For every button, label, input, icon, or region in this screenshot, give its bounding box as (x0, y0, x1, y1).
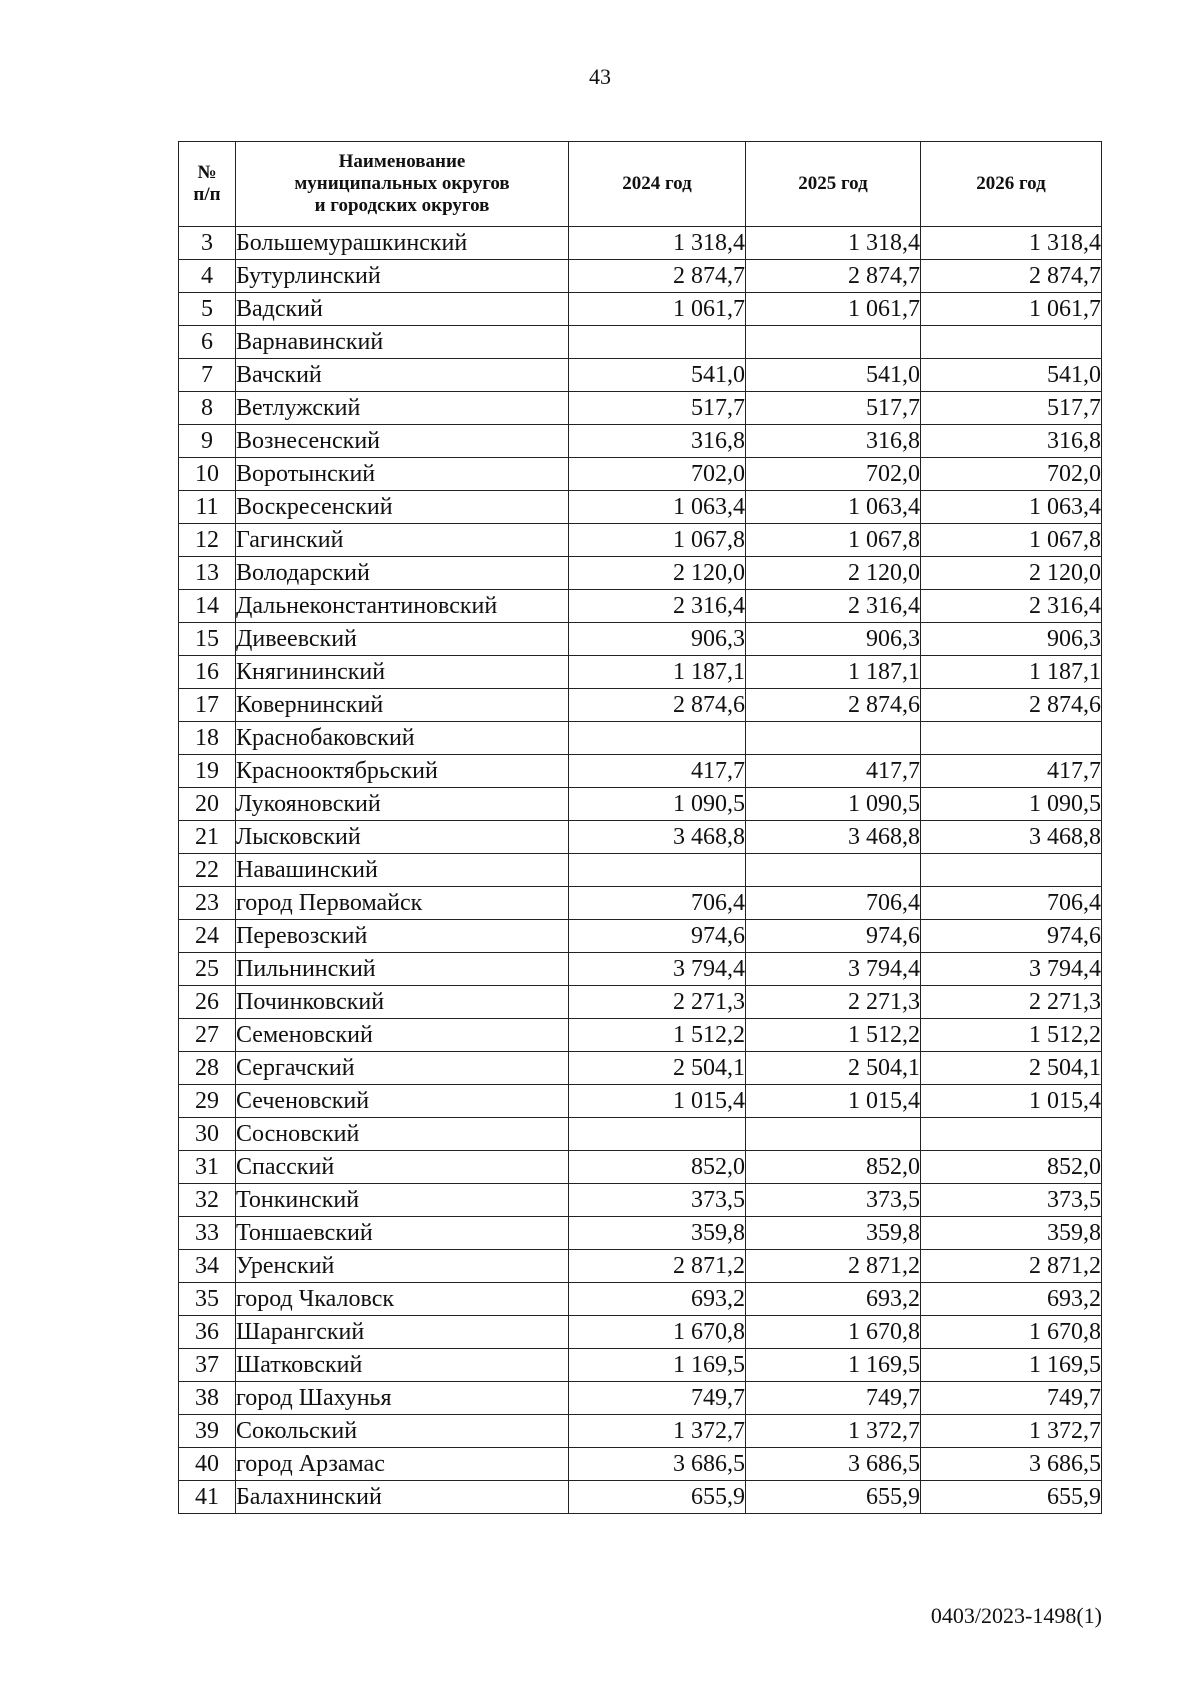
value-2024-cell: 1 063,4 (569, 491, 746, 524)
allocation-table (178, 141, 1102, 1514)
value-2025-cell: 359,8 (746, 1217, 921, 1250)
row-number-cell: 13 (179, 557, 236, 590)
district-name-cell: Тоншаевский (236, 1217, 569, 1250)
district-name-cell: Тонкинский (236, 1184, 569, 1217)
document-code: 0403/2023-1498(1) (930, 1603, 1102, 1628)
table-row (179, 227, 1102, 260)
value-2024-cell: 3 686,5 (569, 1448, 746, 1481)
value-2024-cell (569, 722, 746, 755)
value-2026-cell: 3 468,8 (921, 821, 1102, 854)
value-2024-cell: 1 015,4 (569, 1085, 746, 1118)
row-number-cell: 6 (179, 326, 236, 359)
value-2025-cell: 541,0 (746, 359, 921, 392)
value-2025-cell: 3 468,8 (746, 821, 921, 854)
value-2024-cell: 1 372,7 (569, 1415, 746, 1448)
value-2025-cell: 1 015,4 (746, 1085, 921, 1118)
district-name-cell: Навашинский (236, 854, 569, 887)
table-row (179, 1151, 1102, 1184)
table-row (179, 1250, 1102, 1283)
district-name-cell: Вознесенский (236, 425, 569, 458)
table-row (179, 821, 1102, 854)
row-number-cell: 17 (179, 689, 236, 722)
row-number-cell: 9 (179, 425, 236, 458)
header-2025: 2025 год (746, 142, 921, 227)
district-name-cell: Шарангский (236, 1316, 569, 1349)
value-2024-cell: 3 468,8 (569, 821, 746, 854)
value-2025-cell (746, 326, 921, 359)
value-2026-cell: 1 187,1 (921, 656, 1102, 689)
value-2024-cell: 974,6 (569, 920, 746, 953)
value-2026-cell: 517,7 (921, 392, 1102, 425)
value-2024-cell: 2 874,6 (569, 689, 746, 722)
district-name-cell: Сеченовский (236, 1085, 569, 1118)
value-2024-cell: 2 871,2 (569, 1250, 746, 1283)
value-2026-cell: 2 120,0 (921, 557, 1102, 590)
row-number-cell: 22 (179, 854, 236, 887)
value-2026-cell: 3 794,4 (921, 953, 1102, 986)
value-2026-cell: 1 015,4 (921, 1085, 1102, 1118)
value-2026-cell: 1 670,8 (921, 1316, 1102, 1349)
table-row (179, 425, 1102, 458)
district-name-cell: Ветлужский (236, 392, 569, 425)
value-2025-cell: 1 318,4 (746, 227, 921, 260)
value-2024-cell: 417,7 (569, 755, 746, 788)
value-2025-cell: 702,0 (746, 458, 921, 491)
table-row (179, 1217, 1102, 1250)
value-2025-cell: 2 120,0 (746, 557, 921, 590)
value-2025-cell: 1 169,5 (746, 1349, 921, 1382)
district-name-cell: Балахнинский (236, 1481, 569, 1514)
value-2024-cell: 373,5 (569, 1184, 746, 1217)
district-name-cell: Воскресенский (236, 491, 569, 524)
row-number-cell: 4 (179, 260, 236, 293)
table-row (179, 1052, 1102, 1085)
district-name-cell: город Шахунья (236, 1382, 569, 1415)
table-row (179, 1382, 1102, 1415)
table-row (179, 392, 1102, 425)
value-2026-cell: 2 871,2 (921, 1250, 1102, 1283)
district-name-cell: Краснобаковский (236, 722, 569, 755)
value-2026-cell: 749,7 (921, 1382, 1102, 1415)
value-2026-cell: 1 067,8 (921, 524, 1102, 557)
value-2025-cell: 2 271,3 (746, 986, 921, 1019)
table-row (179, 326, 1102, 359)
value-2024-cell: 1 067,8 (569, 524, 746, 557)
value-2025-cell: 2 504,1 (746, 1052, 921, 1085)
row-number-cell: 31 (179, 1151, 236, 1184)
value-2026-cell: 906,3 (921, 623, 1102, 656)
value-2024-cell (569, 1118, 746, 1151)
row-number-cell: 40 (179, 1448, 236, 1481)
value-2024-cell: 1 061,7 (569, 293, 746, 326)
value-2024-cell: 2 271,3 (569, 986, 746, 1019)
district-name-cell: Лукояновский (236, 788, 569, 821)
table-row (179, 260, 1102, 293)
table-row (179, 920, 1102, 953)
district-name-cell: Варнавинский (236, 326, 569, 359)
value-2025-cell: 373,5 (746, 1184, 921, 1217)
value-2026-cell: 706,4 (921, 887, 1102, 920)
row-number-cell: 35 (179, 1283, 236, 1316)
value-2024-cell: 1 169,5 (569, 1349, 746, 1382)
row-number-cell: 33 (179, 1217, 236, 1250)
district-name-cell: Володарский (236, 557, 569, 590)
value-2026-cell: 702,0 (921, 458, 1102, 491)
district-name-cell: Воротынский (236, 458, 569, 491)
district-name-cell: Лысковский (236, 821, 569, 854)
row-number-cell: 27 (179, 1019, 236, 1052)
table-row (179, 953, 1102, 986)
table-row (179, 1481, 1102, 1514)
table-row (179, 1085, 1102, 1118)
value-2025-cell: 417,7 (746, 755, 921, 788)
value-2025-cell: 1 067,8 (746, 524, 921, 557)
table-row (179, 458, 1102, 491)
value-2026-cell: 1 061,7 (921, 293, 1102, 326)
district-name-cell: Уренский (236, 1250, 569, 1283)
row-number-cell: 11 (179, 491, 236, 524)
value-2025-cell: 655,9 (746, 1481, 921, 1514)
value-2024-cell: 749,7 (569, 1382, 746, 1415)
header-2026: 2026 год (921, 142, 1102, 227)
value-2024-cell: 359,8 (569, 1217, 746, 1250)
table-row (179, 1118, 1102, 1151)
value-2024-cell: 1 670,8 (569, 1316, 746, 1349)
row-number-cell: 23 (179, 887, 236, 920)
value-2025-cell: 1 063,4 (746, 491, 921, 524)
district-name-cell: город Арзамас (236, 1448, 569, 1481)
page-number: 43 (589, 64, 611, 89)
value-2025-cell: 1 670,8 (746, 1316, 921, 1349)
value-2026-cell: 1 063,4 (921, 491, 1102, 524)
value-2024-cell: 706,4 (569, 887, 746, 920)
row-number-cell: 21 (179, 821, 236, 854)
table-row (179, 722, 1102, 755)
district-name-cell: Спасский (236, 1151, 569, 1184)
district-name-cell: Большемурашкинский (236, 227, 569, 260)
district-name-cell: Семеновский (236, 1019, 569, 1052)
table-row (179, 755, 1102, 788)
table-row (179, 524, 1102, 557)
table-row (179, 1415, 1102, 1448)
table-row (179, 1448, 1102, 1481)
value-2025-cell: 1 187,1 (746, 656, 921, 689)
district-name-cell: Княгининский (236, 656, 569, 689)
district-name-cell: Сосновский (236, 1118, 569, 1151)
value-2024-cell: 2 504,1 (569, 1052, 746, 1085)
value-2024-cell (569, 326, 746, 359)
value-2025-cell: 852,0 (746, 1151, 921, 1184)
table-row (179, 359, 1102, 392)
district-name-cell: Ковернинский (236, 689, 569, 722)
value-2024-cell: 1 187,1 (569, 656, 746, 689)
table-row (179, 1316, 1102, 1349)
district-name-cell: город Чкаловск (236, 1283, 569, 1316)
value-2025-cell: 2 874,7 (746, 260, 921, 293)
row-number-cell: 20 (179, 788, 236, 821)
table-row (179, 656, 1102, 689)
row-number-cell: 41 (179, 1481, 236, 1514)
row-number-cell: 26 (179, 986, 236, 1019)
value-2026-cell (921, 1118, 1102, 1151)
value-2024-cell: 1 090,5 (569, 788, 746, 821)
district-name-cell: Сергачский (236, 1052, 569, 1085)
value-2025-cell (746, 854, 921, 887)
row-number-cell: 32 (179, 1184, 236, 1217)
value-2025-cell: 2 874,6 (746, 689, 921, 722)
table-row (179, 887, 1102, 920)
value-2026-cell: 316,8 (921, 425, 1102, 458)
value-2025-cell: 2 316,4 (746, 590, 921, 623)
table-row (179, 854, 1102, 887)
district-name-cell: Дивеевский (236, 623, 569, 656)
value-2024-cell: 693,2 (569, 1283, 746, 1316)
district-name-cell: Починковский (236, 986, 569, 1019)
district-name-cell: Вачский (236, 359, 569, 392)
value-2024-cell (569, 854, 746, 887)
row-number-cell: 28 (179, 1052, 236, 1085)
district-name-cell: Сокольский (236, 1415, 569, 1448)
value-2026-cell: 2 874,6 (921, 689, 1102, 722)
value-2025-cell: 1 061,7 (746, 293, 921, 326)
value-2026-cell: 2 504,1 (921, 1052, 1102, 1085)
row-number-cell: 14 (179, 590, 236, 623)
value-2026-cell: 974,6 (921, 920, 1102, 953)
header-2024: 2024 год (569, 142, 746, 227)
row-number-cell: 18 (179, 722, 236, 755)
district-name-cell: Пильнинский (236, 953, 569, 986)
row-number-cell: 34 (179, 1250, 236, 1283)
district-name-cell: Бутурлинский (236, 260, 569, 293)
value-2024-cell: 2 120,0 (569, 557, 746, 590)
value-2026-cell: 2 874,7 (921, 260, 1102, 293)
row-number-cell: 39 (179, 1415, 236, 1448)
table-row (179, 293, 1102, 326)
value-2026-cell: 2 271,3 (921, 986, 1102, 1019)
value-2024-cell: 2 316,4 (569, 590, 746, 623)
value-2024-cell: 655,9 (569, 1481, 746, 1514)
value-2026-cell: 1 372,7 (921, 1415, 1102, 1448)
district-name-cell: Гагинский (236, 524, 569, 557)
table-row (179, 1019, 1102, 1052)
district-name-cell: Вадский (236, 293, 569, 326)
row-number-cell: 12 (179, 524, 236, 557)
district-name-cell: Краснооктябрьский (236, 755, 569, 788)
table-row (179, 590, 1102, 623)
table-row (179, 1184, 1102, 1217)
row-number-cell: 5 (179, 293, 236, 326)
table-row (179, 689, 1102, 722)
table-row (179, 1349, 1102, 1382)
row-number-cell: 29 (179, 1085, 236, 1118)
district-name-cell: Перевозский (236, 920, 569, 953)
value-2025-cell: 1 090,5 (746, 788, 921, 821)
table-row (179, 491, 1102, 524)
table-row (179, 557, 1102, 590)
district-name-cell: город Первомайск (236, 887, 569, 920)
value-2025-cell: 749,7 (746, 1382, 921, 1415)
value-2024-cell: 852,0 (569, 1151, 746, 1184)
value-2026-cell: 1 090,5 (921, 788, 1102, 821)
table-row (179, 623, 1102, 656)
value-2026-cell: 1 512,2 (921, 1019, 1102, 1052)
row-number-cell: 15 (179, 623, 236, 656)
header-name: Наименование муниципальных округов и городских округов (236, 142, 569, 227)
value-2025-cell: 1 512,2 (746, 1019, 921, 1052)
row-number-cell: 37 (179, 1349, 236, 1382)
value-2026-cell: 3 686,5 (921, 1448, 1102, 1481)
value-2026-cell: 655,9 (921, 1481, 1102, 1514)
value-2025-cell (746, 1118, 921, 1151)
value-2024-cell: 702,0 (569, 458, 746, 491)
value-2026-cell (921, 326, 1102, 359)
row-number-cell: 30 (179, 1118, 236, 1151)
value-2025-cell: 706,4 (746, 887, 921, 920)
value-2024-cell: 517,7 (569, 392, 746, 425)
district-name-cell: Дальнеконстантиновский (236, 590, 569, 623)
value-2026-cell: 1 318,4 (921, 227, 1102, 260)
value-2025-cell: 517,7 (746, 392, 921, 425)
value-2025-cell: 1 372,7 (746, 1415, 921, 1448)
row-number-cell: 38 (179, 1382, 236, 1415)
value-2026-cell: 852,0 (921, 1151, 1102, 1184)
value-2025-cell: 3 686,5 (746, 1448, 921, 1481)
value-2025-cell (746, 722, 921, 755)
value-2024-cell: 1 318,4 (569, 227, 746, 260)
value-2026-cell: 541,0 (921, 359, 1102, 392)
value-2024-cell: 2 874,7 (569, 260, 746, 293)
value-2025-cell: 3 794,4 (746, 953, 921, 986)
value-2024-cell: 1 512,2 (569, 1019, 746, 1052)
table-row (179, 788, 1102, 821)
value-2024-cell: 316,8 (569, 425, 746, 458)
value-2026-cell: 2 316,4 (921, 590, 1102, 623)
row-number-cell: 36 (179, 1316, 236, 1349)
table-row (179, 1283, 1102, 1316)
value-2025-cell: 693,2 (746, 1283, 921, 1316)
value-2026-cell: 373,5 (921, 1184, 1102, 1217)
row-number-cell: 10 (179, 458, 236, 491)
table-row (179, 986, 1102, 1019)
value-2026-cell: 1 169,5 (921, 1349, 1102, 1382)
value-2024-cell: 906,3 (569, 623, 746, 656)
row-number-cell: 25 (179, 953, 236, 986)
value-2026-cell: 359,8 (921, 1217, 1102, 1250)
row-number-cell: 19 (179, 755, 236, 788)
value-2026-cell: 693,2 (921, 1283, 1102, 1316)
table-header-row (179, 142, 1102, 227)
row-number-cell: 3 (179, 227, 236, 260)
district-name-cell: Шатковский (236, 1349, 569, 1382)
value-2024-cell: 541,0 (569, 359, 746, 392)
row-number-cell: 7 (179, 359, 236, 392)
row-number-cell: 24 (179, 920, 236, 953)
value-2024-cell: 3 794,4 (569, 953, 746, 986)
row-number-cell: 16 (179, 656, 236, 689)
value-2026-cell (921, 854, 1102, 887)
table-body (179, 227, 1102, 1514)
value-2025-cell: 974,6 (746, 920, 921, 953)
value-2025-cell: 906,3 (746, 623, 921, 656)
value-2026-cell (921, 722, 1102, 755)
value-2025-cell: 2 871,2 (746, 1250, 921, 1283)
row-number-cell: 8 (179, 392, 236, 425)
value-2026-cell: 417,7 (921, 755, 1102, 788)
value-2025-cell: 316,8 (746, 425, 921, 458)
header-number: № п/п (179, 142, 236, 227)
